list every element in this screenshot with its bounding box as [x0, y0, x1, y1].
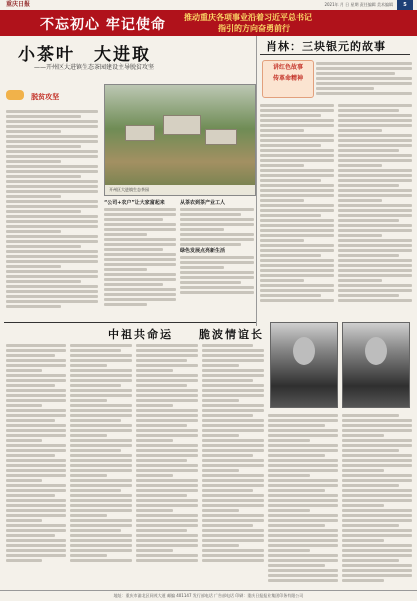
section-heading-1: “公司+农户”让大家富起来: [104, 200, 165, 206]
promo-line-2: 传革命精神: [272, 75, 303, 82]
photo-caption: 开州区大进镇生态茶园: [105, 185, 255, 195]
footer: 地址：重庆市渝北区同茂大道 邮编 401147 发行部电话 广告部电话 印刷：重庆日报报业集团印务有限公司: [0, 590, 417, 601]
section-heading-3: 绿色发展点亮新生活: [180, 248, 226, 254]
bottom-body-col1: [6, 342, 66, 586]
masthead: [0, 0, 417, 10]
issue-info: 2021年 月 日 星期 责任编辑 美术编辑: [324, 2, 393, 7]
right-headline: 肖林：三块银元的故事: [266, 40, 386, 53]
bottom-body-col3: [136, 342, 198, 586]
portrait-photo-2: [342, 322, 410, 408]
section-heading-2: 从茶农到茶产业工人: [180, 200, 226, 206]
article-body-col2: [104, 198, 176, 318]
bottom-body-col4: [202, 342, 264, 586]
column-deco-icon: [6, 90, 24, 100]
promo-badge: [262, 60, 314, 98]
article-body-col3: [180, 198, 254, 318]
promo-line-1: 讲红色故事: [272, 64, 303, 71]
right-body-col2: [338, 102, 412, 318]
bottom-body-col2: [70, 342, 132, 586]
tea-garden-photo: [104, 84, 256, 196]
right-body-col1: [260, 102, 334, 318]
banner-sub-slogan-1: 推动重庆各项事业沿着习近平总书记: [184, 12, 312, 22]
right-body-top: [316, 60, 412, 100]
banner-main-slogan: 不忘初心 牢记使命: [40, 17, 166, 33]
paper-name: 重庆日报: [6, 1, 31, 8]
main-headline: 小茶叶 大进取: [18, 45, 151, 65]
bottom-headline: 中祖共命运 脆波情谊长: [108, 328, 264, 341]
column-label-text: 脱贫攻坚: [31, 92, 60, 101]
column-label: [6, 84, 66, 104]
banner-sub-slogan-2: 指引的方向奋勇前行: [218, 23, 290, 33]
page-number: 5: [397, 0, 413, 10]
bottom-body-col6: [342, 412, 412, 586]
main-subheadline: ——开州区大进镇生态茶园建设主导脱贫攻坚: [34, 64, 155, 71]
bottom-body-col5: [268, 412, 338, 586]
slogan-banner: [0, 10, 417, 36]
article-body-col1: [6, 108, 98, 318]
portrait-photo-1: [270, 322, 338, 408]
